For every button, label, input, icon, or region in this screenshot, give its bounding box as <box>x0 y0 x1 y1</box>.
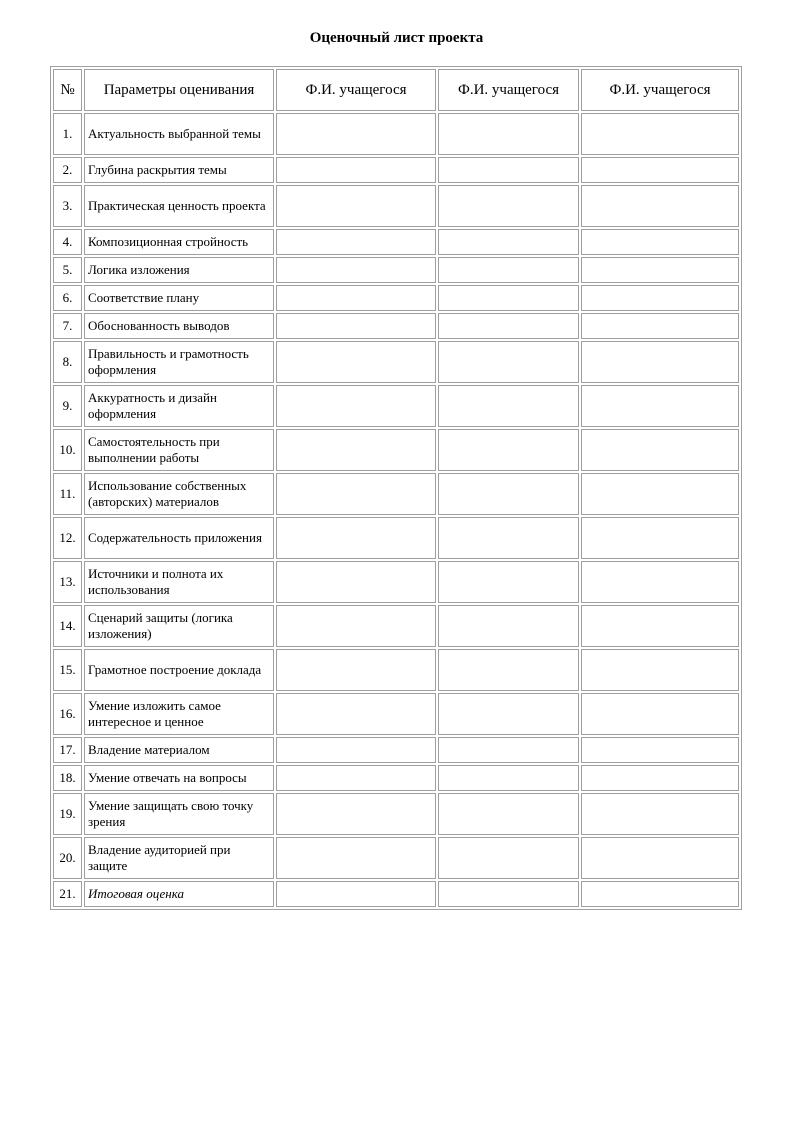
row-parameter: Умение отвечать на вопросы <box>84 765 274 791</box>
row-parameter: Умение защищать свою точку зрения <box>84 793 274 835</box>
row-number: 13. <box>53 561 82 603</box>
score-cell[interactable] <box>276 157 436 183</box>
table-row <box>53 157 739 183</box>
score-cell[interactable] <box>276 285 436 311</box>
table-row <box>53 693 739 735</box>
score-cell[interactable] <box>276 229 436 255</box>
row-number: 14. <box>53 605 82 647</box>
row-number: 19. <box>53 793 82 835</box>
row-number: 4. <box>53 229 82 255</box>
score-cell[interactable] <box>438 765 579 791</box>
score-cell[interactable] <box>438 257 579 283</box>
score-cell[interactable] <box>581 737 739 763</box>
row-parameter: Практическая ценность проекта <box>84 185 274 227</box>
header-student-2: Ф.И. учащегося <box>438 69 579 111</box>
score-cell[interactable] <box>581 229 739 255</box>
score-cell[interactable] <box>276 881 436 907</box>
score-cell[interactable] <box>276 837 436 879</box>
score-cell[interactable] <box>438 793 579 835</box>
row-parameter: Аккуратность и дизайн оформления <box>84 385 274 427</box>
row-number: 7. <box>53 313 82 339</box>
score-cell[interactable] <box>438 881 579 907</box>
score-cell[interactable] <box>438 561 579 603</box>
row-number: 1. <box>53 113 82 155</box>
score-cell[interactable] <box>581 605 739 647</box>
table-row <box>53 229 739 255</box>
table-row <box>53 561 739 603</box>
score-cell[interactable] <box>438 285 579 311</box>
row-parameter: Актуальность выбранной темы <box>84 113 274 155</box>
row-number: 20. <box>53 837 82 879</box>
score-cell[interactable] <box>581 185 739 227</box>
score-cell[interactable] <box>581 385 739 427</box>
row-parameter: Композиционная стройность <box>84 229 274 255</box>
row-number: 2. <box>53 157 82 183</box>
row-number: 10. <box>53 429 82 471</box>
evaluation-table <box>50 66 742 910</box>
page-title: Оценочный лист проекта <box>309 30 484 46</box>
score-cell[interactable] <box>276 517 436 559</box>
score-cell[interactable] <box>276 649 436 691</box>
score-cell[interactable] <box>276 793 436 835</box>
score-cell[interactable] <box>438 313 579 339</box>
row-parameter: Сценарий защиты (логика изложения) <box>84 605 274 647</box>
score-cell[interactable] <box>581 341 739 383</box>
table-row <box>53 285 739 311</box>
header-num: № <box>53 69 82 111</box>
score-cell[interactable] <box>581 429 739 471</box>
score-cell[interactable] <box>581 257 739 283</box>
score-cell[interactable] <box>438 837 579 879</box>
row-number: 15. <box>53 649 82 691</box>
row-number: 16. <box>53 693 82 735</box>
score-cell[interactable] <box>581 157 739 183</box>
header-student-1: Ф.И. учащегося <box>276 69 436 111</box>
row-parameter: Правильность и грамотность оформления <box>84 341 274 383</box>
table-row <box>53 517 739 559</box>
score-cell[interactable] <box>438 429 579 471</box>
score-cell[interactable] <box>438 341 579 383</box>
score-cell[interactable] <box>438 157 579 183</box>
table-row <box>53 737 739 763</box>
score-cell[interactable] <box>438 605 579 647</box>
score-cell[interactable] <box>581 765 739 791</box>
score-cell[interactable] <box>581 285 739 311</box>
score-cell[interactable] <box>581 517 739 559</box>
score-cell[interactable] <box>438 649 579 691</box>
row-parameter: Логика изложения <box>84 257 274 283</box>
table-row <box>53 605 739 647</box>
score-cell[interactable] <box>276 765 436 791</box>
table-row <box>53 649 739 691</box>
score-cell[interactable] <box>581 881 739 907</box>
row-parameter: Использование собственных (авторских) материалов <box>84 473 274 515</box>
row-number: 9. <box>53 385 82 427</box>
row-parameter: Грамотное построение доклада <box>84 649 274 691</box>
row-number: 3. <box>53 185 82 227</box>
score-cell[interactable] <box>581 473 739 515</box>
table-row <box>53 113 739 155</box>
score-cell[interactable] <box>276 385 436 427</box>
score-cell[interactable] <box>438 473 579 515</box>
row-parameter: Глубина раскрытия темы <box>84 157 274 183</box>
score-cell[interactable] <box>276 429 436 471</box>
row-parameter: Соответствие плану <box>84 285 274 311</box>
score-cell[interactable] <box>581 649 739 691</box>
row-number: 6. <box>53 285 82 311</box>
score-cell[interactable] <box>276 313 436 339</box>
row-parameter: Содержательность приложения <box>84 517 274 559</box>
score-cell[interactable] <box>438 737 579 763</box>
table-row <box>53 257 739 283</box>
row-number: 12. <box>53 517 82 559</box>
table-row <box>53 837 739 879</box>
score-cell[interactable] <box>276 185 436 227</box>
row-number: 11. <box>53 473 82 515</box>
score-cell[interactable] <box>276 605 436 647</box>
row-parameter: Обоснованность выводов <box>84 313 274 339</box>
row-parameter: Владение материалом <box>84 737 274 763</box>
table-row <box>53 341 739 383</box>
row-parameter: Источники и полнота их использования <box>84 561 274 603</box>
table-row <box>53 313 739 339</box>
score-cell[interactable] <box>581 837 739 879</box>
score-cell[interactable] <box>438 185 579 227</box>
row-number: 5. <box>53 257 82 283</box>
row-parameter: Самостоятельность при выполнении работы <box>84 429 274 471</box>
score-cell[interactable] <box>438 113 579 155</box>
score-cell[interactable] <box>581 561 739 603</box>
table-row <box>53 473 739 515</box>
header-student-3: Ф.И. учащегося <box>581 69 739 111</box>
score-cell[interactable] <box>581 113 739 155</box>
row-parameter: Владение аудиторией при защите <box>84 837 274 879</box>
score-cell[interactable] <box>276 257 436 283</box>
header-param: Параметры оценивания <box>84 69 274 111</box>
table-row <box>53 429 739 471</box>
score-cell[interactable] <box>276 737 436 763</box>
row-number: 8. <box>53 341 82 383</box>
score-cell[interactable] <box>581 693 739 735</box>
score-cell[interactable] <box>438 517 579 559</box>
row-number: 21. <box>53 881 82 907</box>
table-row <box>53 385 739 427</box>
table-row-final <box>53 881 739 907</box>
header-row <box>53 69 739 111</box>
table-row <box>53 185 739 227</box>
score-cell[interactable] <box>438 693 579 735</box>
final-grade-label: Итоговая оценка <box>84 881 274 907</box>
score-cell[interactable] <box>438 229 579 255</box>
score-cell[interactable] <box>276 113 436 155</box>
table-row <box>53 765 739 791</box>
score-cell[interactable] <box>276 693 436 735</box>
score-cell[interactable] <box>438 385 579 427</box>
table-row <box>53 793 739 835</box>
row-number: 18. <box>53 765 82 791</box>
score-cell[interactable] <box>276 341 436 383</box>
score-cell[interactable] <box>276 473 436 515</box>
row-number: 17. <box>53 737 82 763</box>
score-cell[interactable] <box>276 561 436 603</box>
score-cell[interactable] <box>581 793 739 835</box>
score-cell[interactable] <box>581 313 739 339</box>
row-parameter: Умение изложить самое интересное и ценное <box>84 693 274 735</box>
